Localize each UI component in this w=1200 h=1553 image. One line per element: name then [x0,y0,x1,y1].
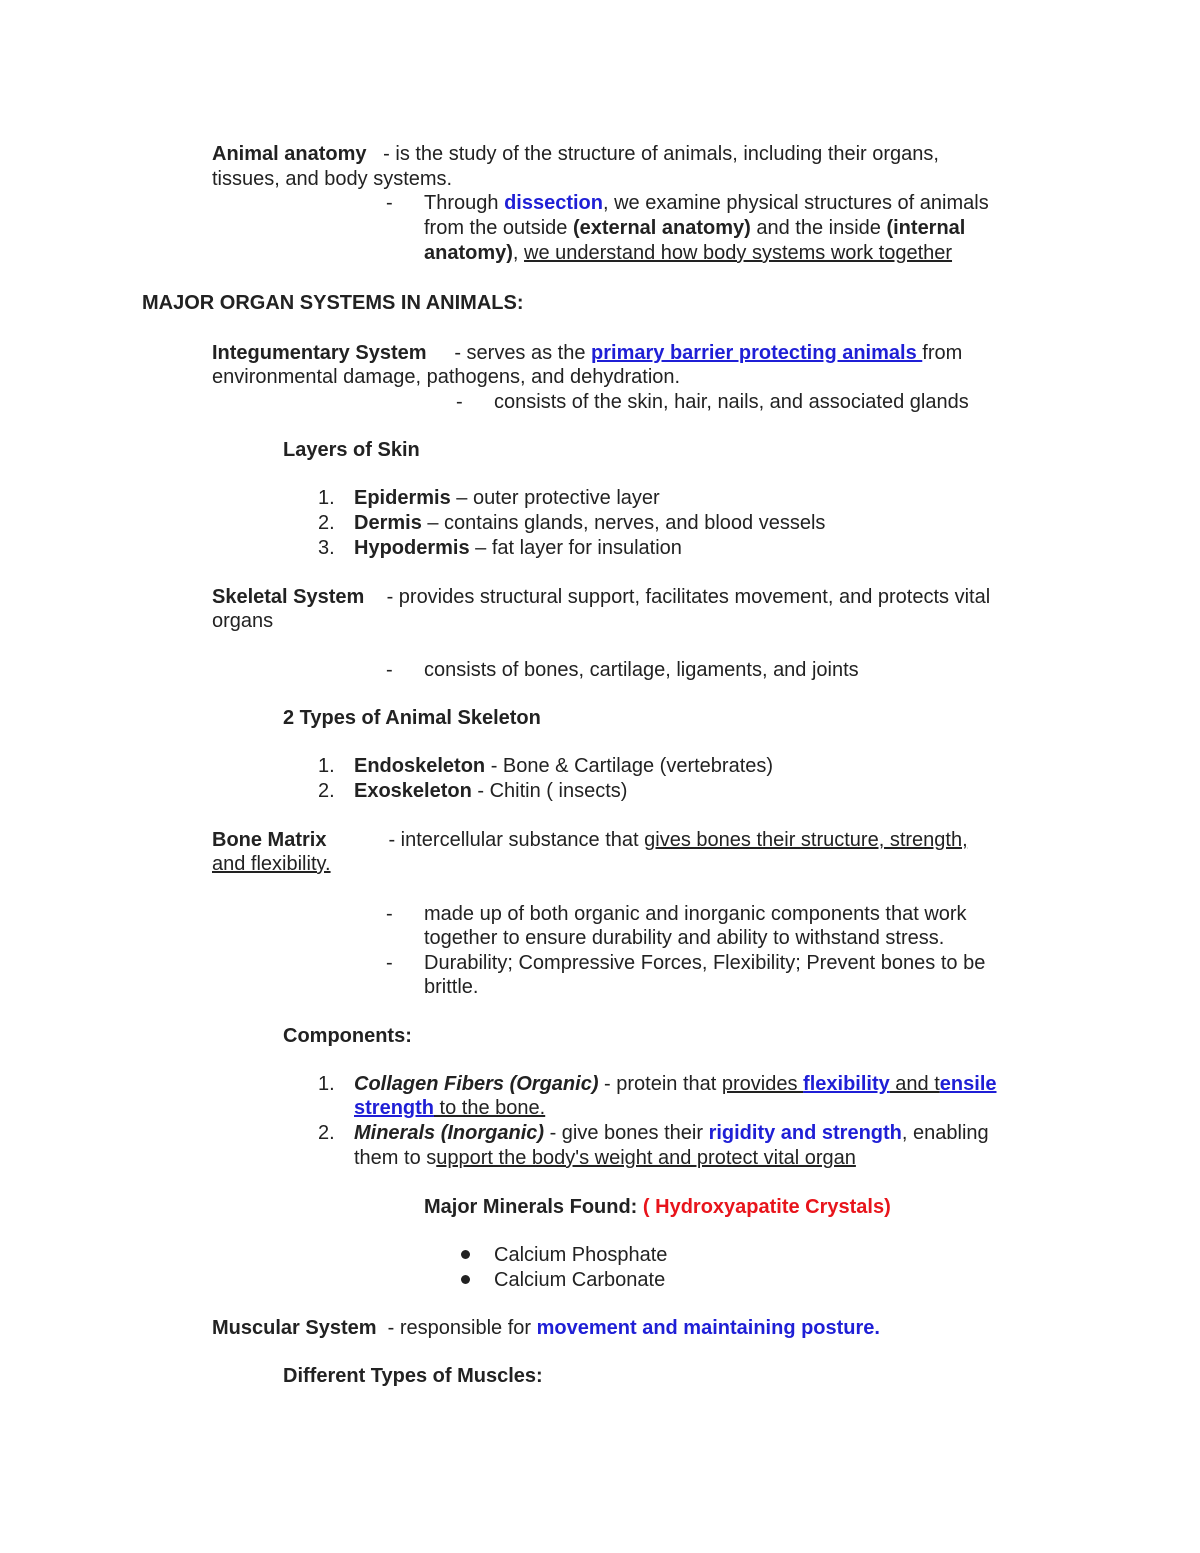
list-item: 3. Hypodermis – fat layer for insulation [318,537,682,559]
bone-matrix-bullet1-dash: - [386,903,393,925]
term-animal-anatomy: Animal anatomy [212,143,367,165]
integumentary-definition: Integumentary System - serves as the primary barrier protecting animals from [212,342,963,364]
term-integumentary: Integumentary System [212,342,427,364]
intro-bullet-line1: Through dissection, we examine physical structures of animals [424,192,989,214]
intro-bullet-line2: from the outside (external anatomy) and the inside (internal [424,217,966,239]
list-item: 1. Epidermis – outer protective layer [318,487,660,509]
bone-matrix-bullet2-dash: - [386,952,393,974]
bone-matrix-definition: Bone Matrix - intercellular substance that gives bones their structure, strength, [212,829,968,851]
bullet-icon [461,1250,470,1259]
skeleton-types-heading: 2 Types of Animal Skeleton [283,707,541,729]
muscular-definition: Muscular System - responsible for movement and maintaining posture. [212,1317,880,1339]
intro-bullet-dash: - [386,192,393,214]
skeletal-definition-line2: organs [212,610,274,632]
intro-definition-line2: tissues, and body systems. [212,168,453,190]
intro-definition: Animal anatomy - is the study of the structure of animals, including their organs, [212,143,939,165]
list-item: 2. Dermis – contains glands, nerves, and blood vessels [318,512,826,534]
component-minerals-line2: them to support the body's weight and protect vital organ [354,1147,856,1169]
skeletal-definition: Skeletal System - provides structural support, facilitates movement, and protects vital [212,586,991,608]
component-collagen-line2: strength to the bone. [354,1097,546,1119]
component-minerals: 2. Minerals (Inorganic) - give bones their rigidity and strength, enabling [318,1122,989,1144]
component-collagen: 1. Collagen Fibers (Organic) - protein that provides flexibility and tensile [318,1073,997,1095]
term-bone-matrix: Bone Matrix [212,829,327,851]
term-skeletal: Skeletal System [212,586,365,608]
highlight-primary-barrier: primary barrier protecting animals [591,342,923,364]
list-item: 2. Exoskeleton - Chitin ( insects) [318,780,628,802]
mineral-item: Calcium Phosphate [494,1244,668,1266]
bone-matrix-bullet2-line2: brittle. [424,976,479,998]
integumentary-bullet-dash: - [456,391,463,413]
term-muscular: Muscular System [212,1317,377,1339]
skeletal-bullet: consists of bones, cartilage, ligaments, and joints [424,659,859,681]
highlight-dissection: dissection [504,192,603,214]
bullet-icon [461,1275,470,1284]
mineral-item: Calcium Carbonate [494,1269,666,1291]
bone-matrix-bullet1-line1: made up of both organic and inorganic components that work [424,903,967,925]
skeletal-bullet-dash: - [386,659,393,681]
bone-matrix-bullet1-line2: together to ensure durability and ability to withstand stress. [424,927,945,949]
layers-heading: Layers of Skin [283,439,420,461]
muscle-types-heading: Different Types of Muscles: [283,1365,543,1387]
integumentary-definition-line2: environmental damage, pathogens, and dehydration. [212,366,681,388]
major-heading: MAJOR ORGAN SYSTEMS IN ANIMALS: [142,292,524,314]
intro-bullet-line3: anatomy), we understand how body systems work together [424,242,953,264]
list-item: 1. Endoskeleton - Bone & Cartilage (vertebrates) [318,755,774,777]
integumentary-bullet: consists of the skin, hair, nails, and associated glands [494,391,969,413]
bone-matrix-definition-line2: and flexibility. [212,853,331,875]
bone-matrix-bullet2-line1: Durability; Compressive Forces, Flexibility; Prevent bones to be [424,952,986,974]
components-heading: Components: [283,1025,412,1047]
major-minerals-heading: Major Minerals Found: ( Hydroxyapatite Crystals) [424,1196,891,1218]
